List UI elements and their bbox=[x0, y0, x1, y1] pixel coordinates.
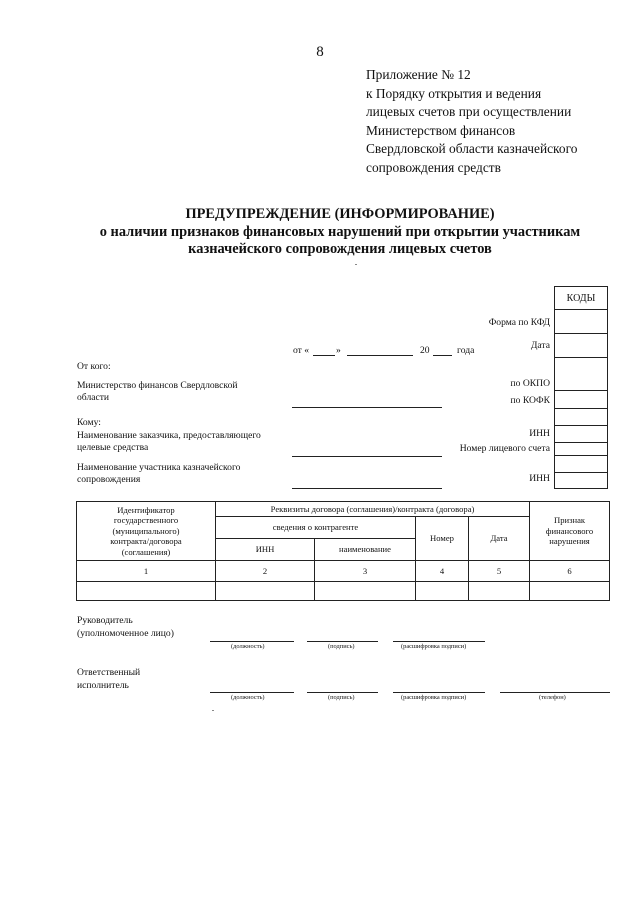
code-cell-inn[interactable] bbox=[555, 426, 608, 443]
participant-field-line[interactable] bbox=[292, 488, 442, 489]
col-number: 3 bbox=[315, 561, 416, 582]
executor-label-line-2: исполнитель bbox=[77, 680, 129, 691]
col-number: 2 bbox=[216, 561, 315, 582]
col-number: 6 bbox=[530, 561, 610, 582]
appendix-line: лицевых счетов при осуществлении bbox=[366, 104, 572, 120]
document-title bbox=[0, 206, 640, 259]
from-org-line-1: Министерство финансов Свердловской bbox=[77, 380, 238, 391]
col-header-name: наименование bbox=[315, 539, 416, 561]
code-cell-kofk[interactable] bbox=[555, 409, 608, 426]
executor-position-caption: (должность) bbox=[231, 694, 265, 701]
executor-position-line[interactable] bbox=[210, 692, 294, 693]
year-prefix: 20 bbox=[420, 345, 430, 356]
head-position-caption: (должность) bbox=[231, 643, 265, 650]
title-line-3: казначейского сопровождения лицевых счетов bbox=[188, 241, 492, 257]
head-signature-line[interactable] bbox=[307, 641, 378, 642]
from-field-line[interactable] bbox=[292, 407, 442, 408]
scan-speck bbox=[212, 710, 214, 711]
executor-decoding-caption: (расшифровка подписи) bbox=[401, 694, 467, 701]
col-number: 5 bbox=[469, 561, 530, 582]
col-header-number: Номер bbox=[416, 517, 469, 561]
col-header-identifier: Идентификатор государственного (муниципального) контракта/договора (соглашения) bbox=[77, 502, 216, 561]
year-suffix: года bbox=[457, 345, 475, 356]
date-quote-close: » bbox=[336, 345, 341, 356]
appendix-line: Приложение № 12 bbox=[366, 67, 471, 82]
head-decoding-caption: (расшифровка подписи) bbox=[401, 643, 467, 650]
kofk-label: по КОФК bbox=[510, 395, 550, 406]
table-row[interactable] bbox=[77, 582, 610, 601]
customer-field-line[interactable] bbox=[292, 456, 442, 457]
head-position-line[interactable] bbox=[210, 641, 294, 642]
code-cell-spacer bbox=[555, 358, 608, 391]
table-cell[interactable] bbox=[416, 582, 469, 601]
col-header-violation-sign: Признак финансового нарушения bbox=[530, 502, 610, 561]
head-label-line-1: Руководитель bbox=[77, 615, 133, 626]
head-decoding-line[interactable] bbox=[393, 641, 485, 642]
table-cell[interactable] bbox=[216, 582, 315, 601]
from-org-line-2: области bbox=[77, 392, 110, 403]
page-number: 8 bbox=[316, 44, 324, 60]
okpo-label: по ОКПО bbox=[510, 378, 550, 389]
executor-label-line-1: Ответственный bbox=[77, 667, 141, 678]
col-number: 4 bbox=[416, 561, 469, 582]
code-cell-okpo[interactable] bbox=[555, 391, 608, 409]
from-label: От кого: bbox=[77, 361, 111, 372]
title-line-2: о наличии признаков финансовых нарушений при открытии участникам bbox=[99, 223, 581, 240]
participant-label-line-2: сопровождения bbox=[77, 474, 141, 485]
year-field[interactable] bbox=[433, 355, 452, 356]
table-cell[interactable] bbox=[77, 582, 216, 601]
col-group-requisites: Реквизиты договора (соглашения)/контракта (договора) bbox=[216, 502, 530, 517]
code-cell-account-2[interactable] bbox=[555, 456, 608, 473]
executor-signature-line[interactable] bbox=[307, 692, 378, 693]
col-header-date: Дата bbox=[469, 517, 530, 561]
col-number: 1 bbox=[77, 561, 216, 582]
code-cell-account[interactable] bbox=[555, 443, 608, 456]
customer-label-line-1: Наименование заказчика, предоставляющего bbox=[77, 430, 261, 441]
day-field[interactable] bbox=[313, 355, 335, 356]
appendix-header bbox=[366, 66, 577, 178]
appendix-line: Свердловской области казначейского bbox=[366, 141, 578, 157]
violations-table bbox=[76, 501, 610, 601]
head-label-line-2: (уполномоченное лицо) bbox=[77, 628, 174, 639]
inn-label-2: ИНН bbox=[529, 473, 550, 484]
to-label: Кому: bbox=[77, 417, 101, 428]
date-label: Дата bbox=[530, 340, 550, 351]
table-cell[interactable] bbox=[469, 582, 530, 601]
executor-decoding-line[interactable] bbox=[393, 692, 485, 693]
appendix-line: сопровождения средств bbox=[366, 159, 501, 175]
code-cell-inn-2[interactable] bbox=[555, 473, 608, 489]
codes-header: КОДЫ bbox=[555, 287, 608, 310]
inn-label: ИНН bbox=[529, 428, 550, 439]
customer-label-line-2: целевые средства bbox=[77, 442, 149, 453]
table-cell[interactable] bbox=[530, 582, 610, 601]
scan-speck bbox=[355, 264, 357, 265]
executor-signature-caption: (подпись) bbox=[328, 694, 355, 701]
table-cell[interactable] bbox=[315, 582, 416, 601]
month-field[interactable] bbox=[347, 355, 413, 356]
executor-phone-caption: (телефон) bbox=[539, 694, 566, 701]
executor-phone-line[interactable] bbox=[500, 692, 610, 693]
col-group-counterparty: сведения о контрагенте bbox=[216, 517, 416, 539]
title-line-1: ПРЕДУПРЕЖДЕНИЕ (ИНФОРМИРОВАНИЕ) bbox=[185, 206, 495, 222]
date-from-label: от « bbox=[293, 345, 310, 356]
code-cell-date[interactable] bbox=[555, 334, 608, 358]
account-number-label: Номер лицевого счета bbox=[459, 443, 550, 454]
code-cell-kfd[interactable] bbox=[555, 310, 608, 334]
codes-table bbox=[554, 286, 608, 489]
participant-label-line-1: Наименование участника казначейского bbox=[77, 462, 241, 473]
col-header-inn: ИНН bbox=[216, 539, 315, 561]
head-signature-caption: (подпись) bbox=[328, 643, 355, 650]
appendix-line: Министерством финансов bbox=[366, 122, 516, 138]
form-kfd-label: Форма по КФД bbox=[488, 317, 550, 328]
appendix-line: к Порядку открытия и ведения bbox=[366, 85, 542, 101]
